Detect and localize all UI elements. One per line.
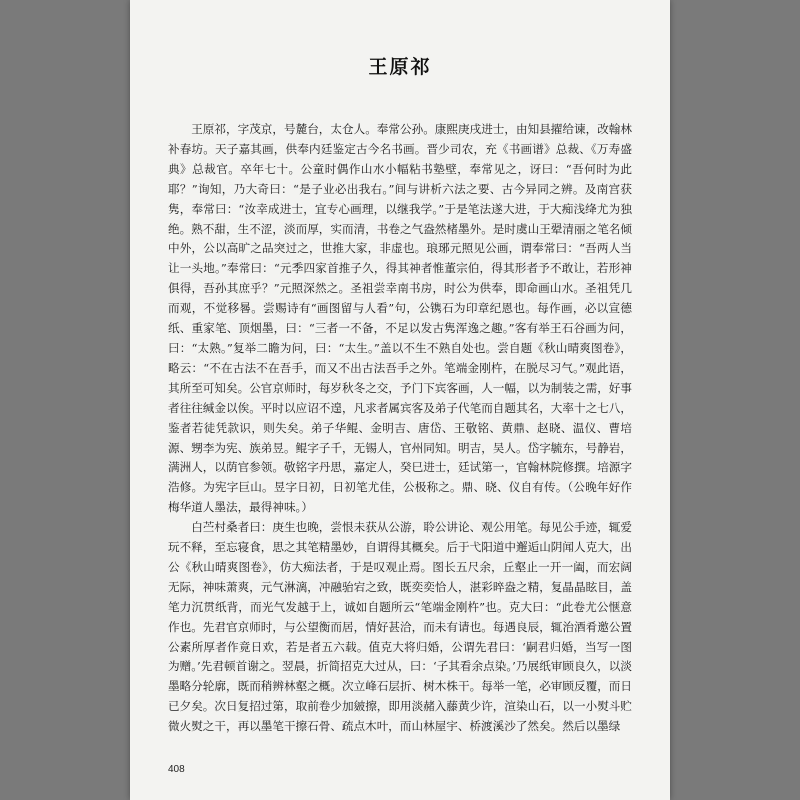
book-page [130,0,670,800]
paragraph-commentary: 白苎村桑者曰：庚生也晚，尝恨未获从公游，聆公讲论、观公用笔。每见公手迹，辄爱玩不释，至忘寝食，思之其笔精墨妙，自谓得其概矣。后于弋阳道中邂逅山阴闻人克大，出公《秋山晴爽图卷》，仿大痴法者，于是叹观止焉。图长五尺余，丘壑止一开一阖，而宏阔无际，神味萧爽，元气淋漓，冲融骀宕之致，既奕奕恰人，湛彩晬盎之精，复晶晶眩目，盖笔力沉贯纸背，而光气发越于上，诚如自题所云“笔端金刚杵”也。克大曰：“此卷尤公惬意作也。先君官京师时，与公望衡而居，情好甚洽，而未有请也。每遇良辰，辄治酒肴邀公置公素所厚者作竟日欢，若是者五六载。值克大将归婚，公谓先君曰：‘嗣君归婚，当写一图为赠。’先君顿首谢之。翌晨，折简招克大过从，曰：‘子其看余点染。’乃展纸审顾良久，以淡墨略分轮廓，既而稍辨林壑之概。次立峰石层折、树木株干。每举一笔，必审顾反覆，而日已夕矣。次日复招过第，取前卷少加皴擦，即用淡赭入藤黄少许，渲染山石，以一小熨斗贮微火熨之干，再以墨笔干擦石骨、疏点木叶，而山林屋宇、桥渡溪沙了然矣。然后以墨绿 [168,520,632,734]
paragraph-biography: 王原祁，字茂京，号麓台，太仓人。奉常公孙。康熙庚戌进士，由知县擢给谏，改翰林补春坊。天子嘉其画，供奉内廷鉴定古今名书画。晋少司农，充《书画谱》总裁、《万寿盛典》总裁官。卒年七十。公童时偶作山水小幅粘书塾壁，奉常见之，讶曰：“吾何时为此耶？”询知，乃大奇曰：“是子业必出我右。”间与讲析六法之要、古今异同之辨。及南宫获隽，奉常曰：“汝幸成进士，宜专心画理，以继我学。”于是笔法遂大进，于大痴浅绛尤为独绝。熟不甜，生不涩，淡而厚，实而清，书卷之气盎然楮墨外。是时虞山王翚清丽之笔名倾中外，公以高旷之品突过之，世推大家，非虚也。琅琊元照见公画，谓奉常曰：“吾两人当让一头地。”奉常曰：“元季四家首推子久，得其神者惟董宗伯，得其形者予不敢让，若形神俱得，吾孙其庶乎？”元照深然之。圣祖尝幸南书房，时公为供奉，即命画山水。圣祖凭几而观，不觉移晷。尝赐诗有“画图留与人看”句，公镌石为印章纪恩也。每作画，必以宣德纸、重家笔、顶烟墨，曰：“三者一不备，不足以发古隽浑逸之趣。”客有举王石谷画为问，曰：“太熟。”复举二瞻为问，曰：“太生。”盖以不生不熟自处也。尝自题《秋山晴爽图卷》，略云：“不在古法不在吾手，而又不出古法吾手之外。笔端金刚杵，在脱尽习气。”观此语，其所至可知矣。公官京师时，每岁秋冬之交，予门下宾客画，人一幅，以为制装之需，好事者往往缄金以俟。平时以应诏不遑，凡求者属宾客及弟子代笔而自题其名，大率十之七八，鉴者若徒凭款识，则失矣。弟子华鲲、金明吉、唐岱、王敬铭、黄鼎、赵晓、温仪、曹培源、甥李为宪、族弟昱。鲲字子千，无锡人，官州同知。明吉，吴人。岱字毓东，号静岩，满洲人，以荫官参领。敬铭字丹思，嘉定人，癸巳进士，廷试第一，官翰林院修撰。培源字浩修。为宪字巨山。昱字日初，日初笔尤佳，公极称之。鼎、晓、仪自有传。（公晚年好作梅华道人墨法，最得神味。） [168,122,632,515]
page-number: 408 [168,764,185,775]
body-text [168,120,632,737]
page-title: 王原祁 [368,56,432,78]
